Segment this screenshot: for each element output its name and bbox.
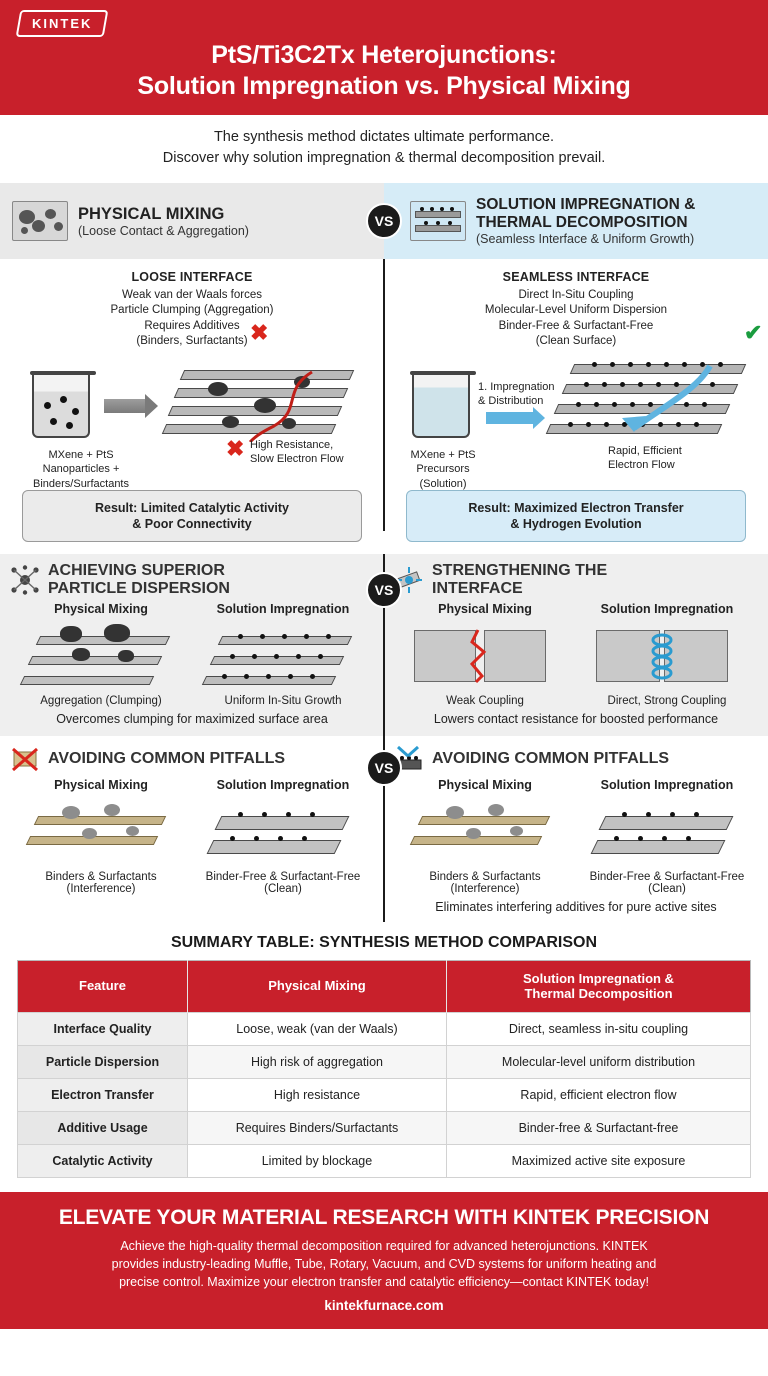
section3-right-col2-header: Solution Impregnation [600,777,734,792]
footer-url[interactable]: kintekfurnace.com [324,1298,444,1314]
vs-badge-1-label: VS [374,213,394,230]
section3-right-title: AVOIDING COMMON PITFALLS [432,749,670,767]
section1-left-header [0,183,384,259]
fast-electron-path [548,360,763,450]
section3-left-col2-header: Solution Impregnation [216,777,350,792]
section3-left [0,736,384,924]
table-header-solution-line1: Solution Impregnation & [523,970,674,986]
summary-table [17,960,751,1178]
section3-right [384,736,768,924]
section1-right-title [476,196,695,232]
binder-interference-figure-2 [400,796,570,868]
section2-right-col2 [576,602,758,707]
section3-left-col1-caption-line2: (Interference) [66,882,136,895]
beaker-caption-right-line2: Precursors [416,463,470,476]
strong-coupling-figure [582,620,752,692]
section2-left-header [10,562,374,597]
result-left-line2: & Poor Connectivity [132,517,252,532]
loose-interface-bullets [12,269,372,350]
flow-label-left-line2: Slow Electron Flow [250,453,344,466]
seamless-interface-bullets [396,269,756,350]
section3-left-col2-caption-line1: Binder-Free & Surfactant-Free [205,870,361,883]
row-feature: Electron Transfer [18,1078,188,1111]
result-box-left [22,490,362,543]
process-arrow-right [486,412,534,424]
section1-right-header [384,183,768,259]
section3-left-col2-caption [192,871,374,895]
flow-label-left [250,438,380,467]
section2-right-footline: Lowers contact resistance for boosted performance [433,711,719,726]
table-header-physical: Physical Mixing [188,960,447,1012]
loose-interface-bullet-2: Requires Additives [144,319,240,332]
flow-label-right [608,444,758,473]
row-feature: Additive Usage [18,1111,188,1144]
row-solution: Rapid, efficient electron flow [446,1078,750,1111]
row-physical: High risk of aggregation [188,1045,447,1078]
section1-header [0,183,768,259]
table-header-feature: Feature [18,960,188,1012]
row-feature: Particle Dispersion [18,1045,188,1078]
vs-badge-2-label: VS [374,582,394,599]
section3-left-columns [10,778,374,895]
section3 [0,736,768,924]
slow-electron-path [162,364,372,442]
section3-right-col2 [576,778,758,895]
flow-label-left-line1: High Resistance, [250,438,334,451]
section3-right-col1 [394,778,576,895]
check-icon-right: ✔ [744,319,763,345]
section1-left-body [0,259,384,554]
section3-left-col1-caption-line1: Binders & Surfactants [45,870,157,883]
uniform-dispersion-icon [410,201,466,241]
row-physical: Loose, weak (van der Waals) [188,1012,447,1045]
beaker-caption-left [8,448,154,491]
beaker-caption-left-line1: MXene + PtS [48,448,114,461]
cross-icon-left: ✖ [250,319,269,345]
section1-left-subtitle: (Loose Contact & Aggregation) [78,223,249,238]
subheading [0,115,768,183]
section2-right-col1 [394,602,576,707]
beaker-solution [412,374,470,438]
row-physical: Limited by blockage [188,1144,447,1177]
seamless-interface-title: SEAMLESS INTERFACE [502,270,650,285]
section2-left-title [48,562,230,597]
section1-left-title: PHYSICAL MIXING [78,204,225,223]
summary-title: SUMMARY TABLE: SYNTHESIS METHOD COMPARISON [170,933,598,951]
beaker-physical [32,374,90,438]
page-title-line2: Solution Impregnation vs. Physical Mixing [137,71,631,100]
section3-right-col1-caption-line2: (Interference) [450,882,520,895]
page-title [0,40,768,101]
beaker-caption-right [388,448,498,491]
result-box-right [406,490,746,543]
footer-body-line1: Achieve the high-quality thermal decomposition required for advanced heterojunctions. KINTEK [120,1238,648,1253]
clean-surface-figure-2 [582,796,752,868]
section2-left-col1-header: Physical Mixing [54,601,148,616]
section1-right-body [384,259,768,554]
section1-right-title-line2: THERMAL DECOMPOSITION [476,214,688,232]
section1-right-subtitle: (Seamless Interface & Uniform Growth) [476,231,695,246]
table-header-solution [446,960,750,1012]
section3-right-col2-caption-line2: (Clean) [648,882,686,895]
section3-right-header [394,744,758,774]
seamless-interface-bullet-0: Direct In-Situ Coupling [518,288,634,301]
section3-right-col1-caption [394,871,576,895]
weak-coupling-figure [400,620,570,692]
section2-left-title-line1: ACHIEVING SUPERIOR [48,562,225,580]
section3-right-footline: Eliminates interfering additives for pure active sites [435,899,717,914]
section3-right-col1-caption-line1: Binders & Surfactants [429,870,541,883]
cross-icon-flow-left: ✖ [226,435,245,461]
beaker-caption-left-line2: Nanoparticles + [42,463,120,476]
table-row [18,1144,751,1177]
loose-interface-bullet-0: Weak van der Waals forces [122,288,262,301]
loose-interface-bullet-3: (Binders, Surfactants) [136,335,248,348]
uniform-growth-figure [198,620,368,692]
binder-interference-figure [16,796,186,868]
aggregation-figure [16,620,186,692]
section1-divider [383,259,385,531]
section2-right-col1-caption: Weak Coupling [446,694,524,707]
seamless-interface-bullet-1: Molecular-Level Uniform Dispersion [484,304,668,317]
kintek-logo [16,10,109,37]
section3-left-col1-header: Physical Mixing [54,777,148,792]
beaker-caption-right-line3: (Solution) [419,477,467,490]
section2-left-title-line2: PARTICLE DISPERSION [48,580,230,598]
section2-left [0,554,384,735]
section3-right-col2-caption [576,871,758,895]
seamless-interface-bullet-3: (Clean Surface) [535,335,617,348]
layered-stack-solution [548,360,763,446]
section2-right [384,554,768,735]
dispersion-icon [10,565,40,595]
table-row [18,1045,751,1078]
row-solution: Direct, seamless in-situ coupling [446,1012,750,1045]
section2-left-col2 [192,602,374,707]
table-header-solution-line2: Thermal Decomposition [524,986,673,1002]
section3-left-title: AVOIDING COMMON PITFALLS [48,749,286,767]
layered-stack-physical [162,364,372,442]
vs-badge-3 [366,750,402,786]
row-solution: Binder-free & Surfactant-free [446,1111,750,1144]
row-feature: Catalytic Activity [18,1144,188,1177]
footer-body-line2: provides industry-leading Muffle, Tube, Rotary, Vacuum, and CVD systems for uniform heating and [111,1256,657,1271]
section1-right-title-line1: SOLUTION IMPREGNATION & [476,196,696,214]
footer-cta [0,1192,768,1329]
section2-left-col2-caption: Uniform In-Situ Growth [224,694,342,707]
section3-left-col1-caption [10,871,192,895]
footer-body [22,1237,746,1291]
beaker-caption-right-line1: MXene + PtS [410,448,476,461]
section3-left-col2-caption-line2: (Clean) [264,882,302,895]
section2-left-footline: Overcomes clumping for maximized surface area [56,711,328,726]
no-additives-icon [10,744,40,774]
flow-label-right-line1: Rapid, Efficient [608,444,682,457]
section2-left-col1-caption: Aggregation (Clumping) [40,694,162,707]
header-banner [0,0,768,115]
section2-left-columns [10,602,374,707]
logo-text: KINTEK [32,16,93,31]
vs-badge-3-label: VS [374,759,394,776]
subheading-line1: The synthesis method dictates ultimate performance. [213,129,555,145]
subheading-line2: Discover why solution impregnation & thermal decomposition prevail. [162,150,606,167]
section2-right-title-line2: INTERFACE [432,580,523,598]
flow-label-right-line2: Electron Flow [608,459,675,472]
section3-right-col1-header: Physical Mixing [438,777,532,792]
row-physical: Requires Binders/Surfactants [188,1111,447,1144]
impregnation-step-line1: 1. Impregnation [478,380,555,393]
result-left-line1: Result: Limited Catalytic Activity [94,500,290,515]
section2-right-col2-header: Solution Impregnation [600,601,734,616]
coupling-coil [582,620,752,692]
clean-surface-figure [198,796,368,868]
section3-left-header [10,744,374,774]
section2 [0,554,768,735]
footer-body-line3: precise control. Maximize your electron transfer and catalytic efficiency—contact KINTEK today! [119,1275,649,1290]
row-solution: Maximized active site exposure [446,1144,750,1177]
aggregated-particles-icon [12,201,68,241]
crack-line [400,620,570,692]
result-right-line2: & Hydrogen Evolution [510,517,642,532]
table-row [18,1111,751,1144]
section2-right-title [432,562,607,597]
table-row [18,1012,751,1045]
beaker-caption-left-line3: Binders/Surfactants [33,477,129,490]
result-right-line1: Result: Maximized Electron Transfer [468,500,684,515]
section3-left-col2 [192,778,374,895]
section2-right-header [394,562,758,597]
section2-right-col1-header: Physical Mixing [438,601,532,616]
footer-headline: ELEVATE YOUR MATERIAL RESEARCH WITH KINTEK PRECISION [58,1205,710,1229]
table-header-row [18,960,751,1012]
section3-right-col2-caption-line1: Binder-Free & Surfactant-Free [589,870,745,883]
section1-body [0,259,768,554]
impregnation-step-line2: & Distribution [478,395,544,408]
section3-left-col1 [10,778,192,895]
section2-right-title-line1: STRENGTHENING THE [432,562,608,580]
row-feature: Interface Quality [18,1012,188,1045]
process-arrow-left [104,399,146,413]
loose-interface-bullet-1: Particle Clumping (Aggregation) [110,304,274,317]
row-physical: High resistance [188,1078,447,1111]
table-row [18,1078,751,1111]
seamless-interface-bullet-2: Binder-Free & Surfactant-Free [498,319,654,332]
section2-left-col2-header: Solution Impregnation [216,601,350,616]
section2-right-col2-caption: Direct, Strong Coupling [607,694,727,707]
row-solution: Molecular-level uniform distribution [446,1045,750,1078]
vs-badge-1 [366,203,402,239]
loose-interface-title: LOOSE INTERFACE [131,270,253,285]
section2-right-columns [394,602,758,707]
page-title-line1: PtS/Ti3C2Tx Heterojunctions: [211,41,557,69]
section3-right-columns [394,778,758,895]
section2-left-col1 [10,602,192,707]
